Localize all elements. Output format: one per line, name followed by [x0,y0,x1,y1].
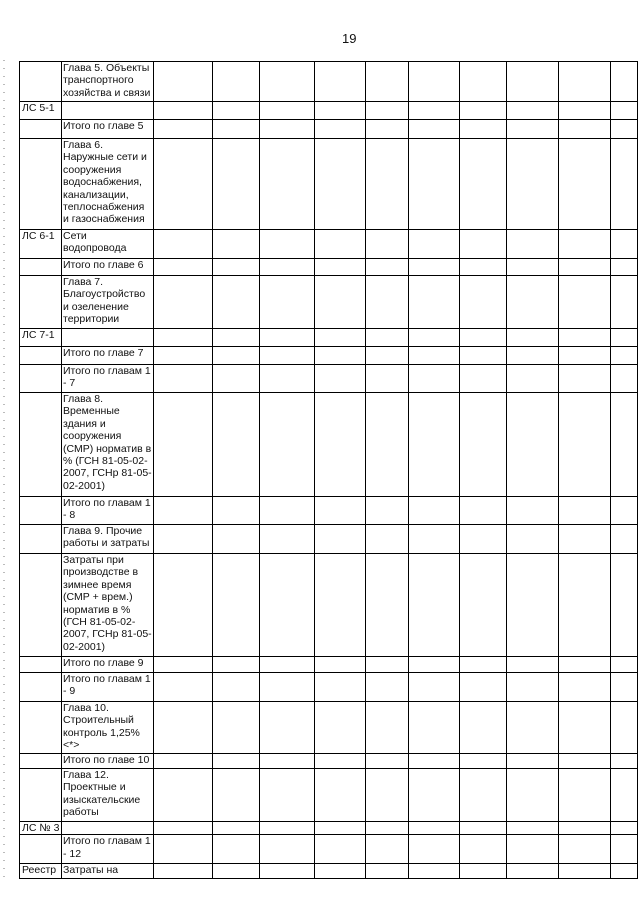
value-cell [366,554,409,657]
value-cell [460,365,507,393]
row-code-cell [20,702,62,754]
row-code-cell: ЛС 7-1 [20,329,62,347]
value-cell [507,347,559,365]
row-name-cell: Глава 9. Прочие работы и затраты [62,525,154,554]
value-cell [409,702,460,754]
value-cell [315,120,366,139]
value-cell [460,769,507,822]
row-name-cell: Затраты при производстве в зимнее время (СМР + врем.) норматив в % (ГСН 81-05-02-2007, ГСНр 81-05-02-2001) [62,554,154,657]
value-cell [409,120,460,139]
row-name-cell: Глава 8. Временные здания и сооружения (СМР) норматив в % (ГСН 81-05-02-2007, ГСНр 81-05-02-2001) [62,393,154,497]
value-cell [507,525,559,554]
value-cell [366,347,409,365]
value-cell [260,754,315,769]
value-cell [507,864,559,879]
value-cell [213,657,260,673]
value-cell [260,835,315,864]
value-cell [154,365,213,393]
table-row [20,62,638,102]
row-name-cell: Затраты на [62,864,154,879]
value-cell [460,673,507,702]
value-cell [366,525,409,554]
row-name-cell: Итого по главам 1 - 12 [62,835,154,864]
table-row [20,393,638,497]
value-cell [559,864,611,879]
row-code-cell [20,754,62,769]
value-cell [611,230,638,259]
row-code-cell [20,525,62,554]
value-cell [315,139,366,230]
value-cell [154,835,213,864]
value-cell [507,230,559,259]
value-cell [559,120,611,139]
value-cell [460,864,507,879]
row-name-cell: Итого по главам 1 - 9 [62,673,154,702]
table-row [20,835,638,864]
value-cell [213,835,260,864]
value-cell [559,702,611,754]
value-cell [559,754,611,769]
value-cell [611,554,638,657]
row-name-cell [62,102,154,120]
value-cell [409,525,460,554]
value-cell [154,139,213,230]
value-cell [507,62,559,102]
value-cell [409,365,460,393]
table-row [20,276,638,329]
value-cell [315,754,366,769]
value-cell [559,139,611,230]
value-cell [460,554,507,657]
value-cell [315,525,366,554]
value-cell [366,393,409,497]
value-cell [409,62,460,102]
table-row [20,347,638,365]
value-cell [366,769,409,822]
estimate-table [19,61,638,879]
value-cell [611,754,638,769]
value-cell [460,120,507,139]
value-cell [507,393,559,497]
page-number: 19 [342,31,357,46]
value-cell [460,259,507,276]
value-cell [409,497,460,525]
value-cell [460,754,507,769]
value-cell [260,62,315,102]
value-cell [409,276,460,329]
row-name-cell: Сети водопровода [62,230,154,259]
value-cell [409,835,460,864]
row-name-cell: Итого по главам 1 - 8 [62,497,154,525]
value-cell [409,822,460,835]
value-cell [213,276,260,329]
table-row [20,673,638,702]
value-cell [260,673,315,702]
table-row [20,259,638,276]
value-cell [611,120,638,139]
value-cell [260,525,315,554]
table-row [20,702,638,754]
value-cell [213,864,260,879]
value-cell [260,347,315,365]
value-cell [315,259,366,276]
value-cell [154,102,213,120]
value-cell [559,525,611,554]
value-cell [315,864,366,879]
value-cell [315,822,366,835]
value-cell [213,120,260,139]
value-cell [559,62,611,102]
value-cell [366,702,409,754]
value-cell [507,835,559,864]
value-cell [460,347,507,365]
value-cell [213,673,260,702]
value-cell [154,393,213,497]
value-cell [315,393,366,497]
value-cell [507,769,559,822]
value-cell [611,497,638,525]
value-cell [559,769,611,822]
value-cell [460,62,507,102]
value-cell [260,864,315,879]
table-row [20,139,638,230]
table-row [20,657,638,673]
row-code-cell: ЛС № 3 [20,822,62,835]
value-cell [366,835,409,864]
value-cell [559,835,611,864]
value-cell [366,329,409,347]
value-cell [154,822,213,835]
value-cell [460,657,507,673]
value-cell [507,497,559,525]
value-cell [315,276,366,329]
value-cell [611,822,638,835]
value-cell [507,259,559,276]
value-cell [507,139,559,230]
value-cell [507,673,559,702]
value-cell [559,259,611,276]
value-cell [366,62,409,102]
row-code-cell [20,120,62,139]
value-cell [260,139,315,230]
value-cell [559,329,611,347]
value-cell [611,139,638,230]
row-name-cell: Глава 6. Наружные сети и сооружения водоснабжения, канализации, теплоснабжения и газоснабжения [62,139,154,230]
value-cell [154,329,213,347]
value-cell [559,230,611,259]
value-cell [611,835,638,864]
value-cell [154,864,213,879]
value-cell [154,769,213,822]
value-cell [366,497,409,525]
value-cell [507,822,559,835]
value-cell [460,329,507,347]
value-cell [260,822,315,835]
value-cell [154,276,213,329]
value-cell [366,657,409,673]
value-cell [409,393,460,497]
value-cell [507,754,559,769]
value-cell [366,120,409,139]
value-cell [154,497,213,525]
value-cell [611,365,638,393]
row-code-cell [20,497,62,525]
value-cell [611,769,638,822]
value-cell [611,864,638,879]
value-cell [154,347,213,365]
value-cell [366,139,409,230]
value-cell [559,347,611,365]
value-cell [460,139,507,230]
value-cell [460,497,507,525]
row-name-cell: Итого по главе 7 [62,347,154,365]
value-cell [260,769,315,822]
row-name-cell [62,822,154,835]
table-row [20,230,638,259]
value-cell [260,393,315,497]
value-cell [507,554,559,657]
value-cell [315,835,366,864]
value-cell [507,657,559,673]
value-cell [213,554,260,657]
value-cell [213,102,260,120]
value-cell [559,393,611,497]
value-cell [409,347,460,365]
row-code-cell [20,365,62,393]
estimate-table-body [20,62,638,879]
row-name-cell: Глава 12. Проектные и изыскательские работы [62,769,154,822]
value-cell [460,102,507,120]
value-cell [260,102,315,120]
value-cell [260,120,315,139]
value-cell [315,657,366,673]
row-code-cell: ЛС 6-1 [20,230,62,259]
value-cell [611,259,638,276]
value-cell [611,347,638,365]
value-cell [154,554,213,657]
table-row [20,754,638,769]
value-cell [366,864,409,879]
value-cell [154,62,213,102]
value-cell [409,769,460,822]
value-cell [366,673,409,702]
value-cell [460,230,507,259]
row-name-cell: Итого по главам 1 - 7 [62,365,154,393]
value-cell [260,554,315,657]
table-row [20,525,638,554]
value-cell [213,525,260,554]
value-cell [366,276,409,329]
row-code-cell [20,276,62,329]
row-name-cell: Глава 7. Благоустройство и озеленение территории [62,276,154,329]
value-cell [154,754,213,769]
row-code-cell [20,347,62,365]
row-code-cell [20,835,62,864]
row-name-cell: Итого по главе 9 [62,657,154,673]
value-cell [213,497,260,525]
value-cell [213,139,260,230]
value-cell [154,120,213,139]
row-name-cell: Глава 10. Строительный контроль 1,25% <*> [62,702,154,754]
value-cell [315,347,366,365]
value-cell [213,393,260,497]
row-code-cell [20,393,62,497]
value-cell [507,365,559,393]
value-cell [366,365,409,393]
value-cell [260,230,315,259]
value-cell [611,702,638,754]
value-cell [260,365,315,393]
value-cell [315,365,366,393]
value-cell [507,276,559,329]
row-code-cell [20,657,62,673]
value-cell [213,822,260,835]
table-row [20,497,638,525]
row-code-cell [20,62,62,102]
value-cell [507,102,559,120]
value-cell [315,769,366,822]
value-cell [611,329,638,347]
value-cell [409,230,460,259]
value-cell [559,497,611,525]
row-code-cell [20,554,62,657]
value-cell [559,822,611,835]
value-cell [611,673,638,702]
value-cell [559,657,611,673]
value-cell [260,329,315,347]
row-code-cell: ЛС 5-1 [20,102,62,120]
value-cell [507,702,559,754]
value-cell [213,259,260,276]
value-cell [154,525,213,554]
table-row [20,864,638,879]
value-cell [409,754,460,769]
value-cell [559,673,611,702]
value-cell [409,673,460,702]
value-cell [213,754,260,769]
table-row [20,102,638,120]
value-cell [213,365,260,393]
value-cell [460,835,507,864]
value-cell [315,329,366,347]
value-cell [409,102,460,120]
value-cell [559,102,611,120]
value-cell [213,329,260,347]
value-cell [409,657,460,673]
binding-margin-dots [3,60,5,880]
value-cell [611,525,638,554]
row-name-cell: Итого по главе 6 [62,259,154,276]
value-cell [460,702,507,754]
value-cell [315,497,366,525]
value-cell [213,347,260,365]
value-cell [315,554,366,657]
value-cell [559,554,611,657]
table-row [20,769,638,822]
estimate-table-wrapper [19,61,638,879]
value-cell [366,754,409,769]
table-row [20,329,638,347]
value-cell [213,62,260,102]
value-cell [409,259,460,276]
table-row [20,822,638,835]
value-cell [154,657,213,673]
row-code-cell [20,139,62,230]
row-name-cell: Итого по главе 5 [62,120,154,139]
value-cell [315,102,366,120]
value-cell [315,673,366,702]
row-code-cell: Реестр [20,864,62,879]
value-cell [260,497,315,525]
value-cell [315,702,366,754]
table-row [20,554,638,657]
row-code-cell [20,259,62,276]
value-cell [260,259,315,276]
value-cell [460,393,507,497]
table-row [20,120,638,139]
value-cell [611,393,638,497]
value-cell [409,139,460,230]
value-cell [409,864,460,879]
value-cell [154,230,213,259]
row-name-cell: Глава 5. Объекты транспортного хозяйства и связи [62,62,154,102]
table-row [20,365,638,393]
value-cell [559,365,611,393]
value-cell [315,62,366,102]
value-cell [315,230,366,259]
value-cell [611,62,638,102]
row-name-cell [62,329,154,347]
value-cell [507,120,559,139]
value-cell [260,657,315,673]
value-cell [366,230,409,259]
value-cell [366,259,409,276]
row-code-cell [20,673,62,702]
value-cell [460,525,507,554]
value-cell [154,673,213,702]
row-code-cell [20,769,62,822]
value-cell [366,102,409,120]
value-cell [409,329,460,347]
value-cell [213,769,260,822]
value-cell [260,276,315,329]
value-cell [460,822,507,835]
value-cell [213,702,260,754]
row-name-cell: Итого по главе 10 [62,754,154,769]
value-cell [154,702,213,754]
value-cell [154,259,213,276]
value-cell [213,230,260,259]
value-cell [559,276,611,329]
value-cell [409,554,460,657]
value-cell [611,276,638,329]
value-cell [611,657,638,673]
value-cell [507,329,559,347]
value-cell [460,276,507,329]
value-cell [611,102,638,120]
value-cell [260,702,315,754]
value-cell [366,822,409,835]
